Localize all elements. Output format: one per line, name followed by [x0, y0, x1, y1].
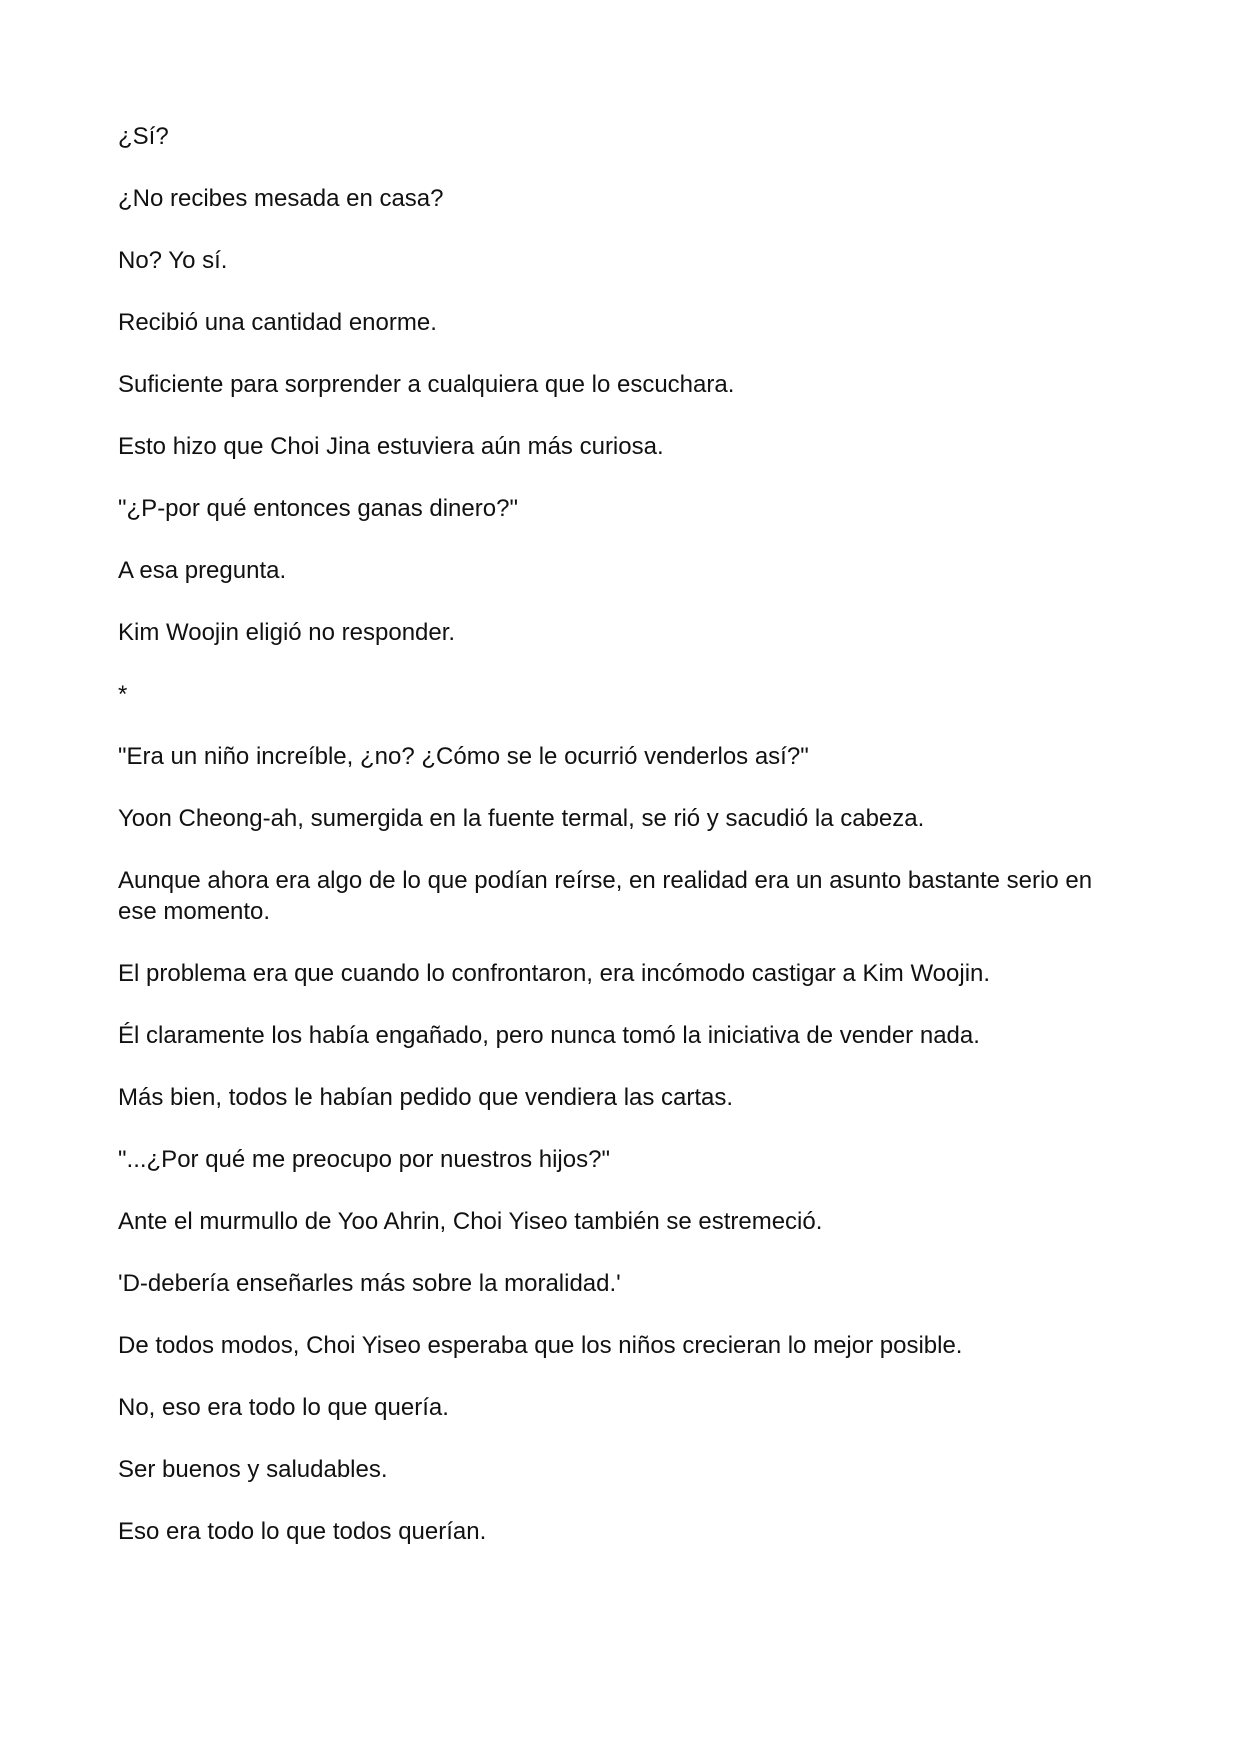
paragraph: A esa pregunta. [118, 557, 287, 584]
paragraph: Ante el murmullo de Yoo Ahrin, Choi Yiseo también se estremeció. [118, 1208, 823, 1235]
paragraph: No? Yo sí. [118, 247, 228, 274]
paragraph: ¿No recibes mesada en casa? [118, 185, 444, 212]
paragraph: "Era un niño increíble, ¿no? ¿Cómo se le ocurrió venderlos así?" [118, 743, 809, 770]
paragraph: El problema era que cuando lo confrontaron, era incómodo castigar a Kim Woojin. [118, 960, 991, 987]
paragraph: Recibió una cantidad enorme. [118, 309, 437, 336]
paragraph: Kim Woojin eligió no responder. [118, 619, 456, 646]
paragraph: De todos modos, Choi Yiseo esperaba que los niños crecieran lo mejor posible. [118, 1332, 963, 1359]
paragraph: No, eso era todo lo que quería. [118, 1394, 449, 1421]
paragraph: "...¿Por qué me preocupo por nuestros hijos?" [118, 1146, 610, 1173]
paragraph: Eso era todo lo que todos querían. [118, 1518, 487, 1545]
paragraph: Esto hizo que Choi Jina estuviera aún más curiosa. [118, 433, 664, 460]
paragraph: 'D-debería enseñarles más sobre la moralidad.' [118, 1270, 621, 1297]
paragraph: ¿Sí? [118, 123, 169, 150]
paragraph: "¿P-por qué entonces ganas dinero?" [118, 495, 518, 522]
paragraph: Aunque ahora era algo de lo que podían reírse, en realidad era un asunto bastante serio en ese momento. [118, 867, 1093, 925]
page-body [118, 121, 1128, 1578]
paragraph: Él claramente los había engañado, pero nunca tomó la iniciativa de vender nada. [118, 1022, 980, 1049]
paragraph: Ser buenos y saludables. [118, 1456, 388, 1483]
scene-break: * [118, 681, 128, 708]
paragraph: Más bien, todos le habían pedido que vendiera las cartas. [118, 1084, 734, 1111]
paragraph: Suficiente para sorprender a cualquiera que lo escuchara. [118, 371, 735, 398]
paragraph: Yoon Cheong-ah, sumergida en la fuente termal, se rió y sacudió la cabeza. [118, 805, 925, 832]
